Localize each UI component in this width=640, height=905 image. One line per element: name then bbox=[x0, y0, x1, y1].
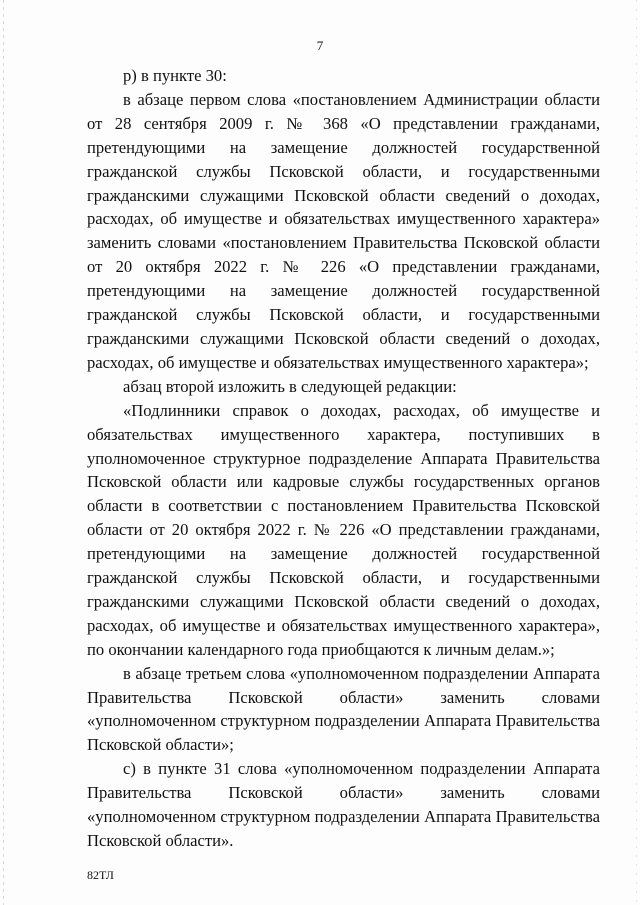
paragraph-2: в абзаце первом слова «постановлением Администрации области от 28 сентября 2009 г. № 368 «О представлении гражданами, претендующими на замещение должностей государственной гражданской службы Псковской области, и государственными гражданскими служащими Псковской области сведений о доходах, расходах, об имуществе и обязательствах имущественного характера» заменить словами «постановлением Правительства Псковской области от 20 октября 2022 г. № 226 «О представлении гражданами, претендующими на замещение должностей государственной гражданской службы Псковской области, и государственными гражданскими служащими Псковской области сведений о доходах, расходах, об имуществе и обязательствах имущественного характера»; bbox=[87, 89, 600, 372]
paragraph-1: р) в пункте 30: bbox=[123, 66, 227, 85]
scan-edge-left bbox=[3, 0, 4, 905]
paragraph-5: в абзаце третьем слова «уполномоченном подразделении Аппарата Правительства Псковской области» заменить словами «уполномоченном структурном подразделении Аппарата Правительства Псковской области»; bbox=[87, 663, 600, 755]
scan-edge-right bbox=[636, 0, 637, 905]
paragraph-3: абзац второй изложить в следующей редакции: bbox=[123, 376, 457, 396]
paragraph-4: «Подлинники справок о доходах, расходах, об имуществе и обязательствах имущественного характера, поступивших в уполномоченное структурное подразделение Аппарата Правительства Псковской области или кадровые службы государственных органов области в соответствии с постановлением Правительства Псковской области от 20 октября 2022 г. № 226 «О представлении гражданами, претендующими на замещение должностей государственной гражданской службы Псковской области, и государственными гражданскими служащими Псковской области сведений о доходах, расходах, об имуществе и обязательствах имущественного характера», по окончании календарного года приобщаются к личным делам.»; bbox=[87, 400, 600, 659]
paragraph-6: с) в пункте 31 слова «уполномоченном подразделении Аппарата Правительства Псковской области» заменить словами «уполномоченном структурном подразделении Аппарата Правительства Псковской области». bbox=[87, 759, 600, 850]
footer-code: 82ТЛ bbox=[87, 868, 114, 882]
document-body bbox=[87, 64, 600, 853]
page-number: 7 bbox=[316, 38, 324, 53]
